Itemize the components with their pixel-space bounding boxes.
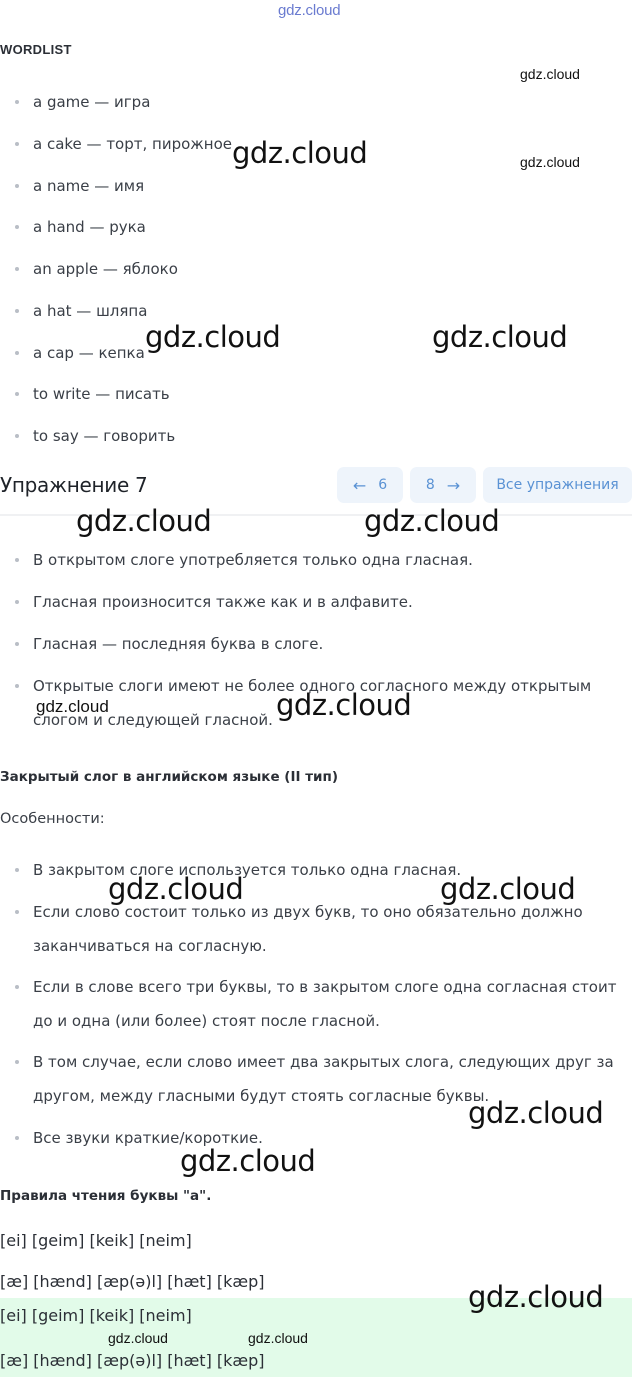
bullet-icon xyxy=(15,267,19,271)
watermark: gdz.cloud xyxy=(468,1280,604,1314)
reading-rules-line-2: [æ] [hænd] [æp(ə)l] [hæt] [kæp] xyxy=(0,1272,265,1291)
watermark: gdz.cloud xyxy=(520,66,580,82)
bullet-icon xyxy=(15,642,19,646)
watermark: gdz.cloud xyxy=(76,504,212,538)
watermark-top: gdz.cloud xyxy=(278,2,341,19)
bullet-icon xyxy=(15,1060,19,1064)
closed-syllable-heading: Закрытый слог в английском языке (II тип) xyxy=(0,769,338,785)
bullet-icon xyxy=(15,868,19,872)
bullet-icon xyxy=(15,684,19,688)
next-exercise-button[interactable] xyxy=(410,467,476,503)
watermark: gdz.cloud xyxy=(520,154,580,170)
exercise-title: Упражнение 7 xyxy=(0,473,148,497)
watermark: gdz.cloud xyxy=(440,872,576,906)
prev-exercise-label: 6 xyxy=(378,477,388,493)
watermark: gdz.cloud xyxy=(248,1330,308,1346)
watermark: gdz.cloud xyxy=(232,136,368,170)
bullet-icon xyxy=(15,309,19,313)
bullet-icon xyxy=(15,392,19,396)
features-label: Особенности: xyxy=(0,811,105,827)
watermark: gdz.cloud xyxy=(432,320,568,354)
reading-rules-heading: Правила чтения буквы "a". xyxy=(0,1188,212,1204)
bullet-icon xyxy=(15,1136,19,1140)
prev-exercise-button[interactable] xyxy=(337,467,403,503)
arrow-left-icon: ← xyxy=(352,475,367,495)
watermark: gdz.cloud xyxy=(276,688,412,722)
bullet-icon xyxy=(15,142,19,146)
bullet-icon xyxy=(15,558,19,562)
bullet-icon xyxy=(15,600,19,604)
watermark: gdz.cloud xyxy=(108,872,244,906)
bullet-icon xyxy=(15,434,19,438)
arrow-right-icon: → xyxy=(446,475,461,495)
bullet-icon xyxy=(15,351,19,355)
watermark: gdz.cloud xyxy=(145,320,281,354)
answer-line-1: [ei] [geim] [keik] [neim] xyxy=(0,1306,192,1325)
answer-line-2: [æ] [hænd] [æp(ə)l] [hæt] [kæp] xyxy=(0,1351,265,1370)
watermark: gdz.cloud xyxy=(364,504,500,538)
wordlist-title: WORDLIST xyxy=(0,42,72,57)
bullet-icon xyxy=(15,225,19,229)
bullet-icon xyxy=(15,910,19,914)
watermark: gdz.cloud xyxy=(468,1096,604,1130)
bullet-icon xyxy=(15,184,19,188)
reading-rules-line-1: [ei] [geim] [keik] [neim] xyxy=(0,1231,192,1250)
watermark: gdz.cloud xyxy=(180,1144,316,1178)
bullet-icon xyxy=(15,100,19,104)
bullet-icon xyxy=(15,985,19,989)
watermark: gdz.cloud xyxy=(108,1330,168,1346)
all-exercises-button[interactable] xyxy=(483,467,632,503)
all-exercises-label: Все упражнения xyxy=(496,477,619,493)
next-exercise-label: 8 xyxy=(425,477,435,493)
watermark: gdz.cloud xyxy=(36,697,109,716)
